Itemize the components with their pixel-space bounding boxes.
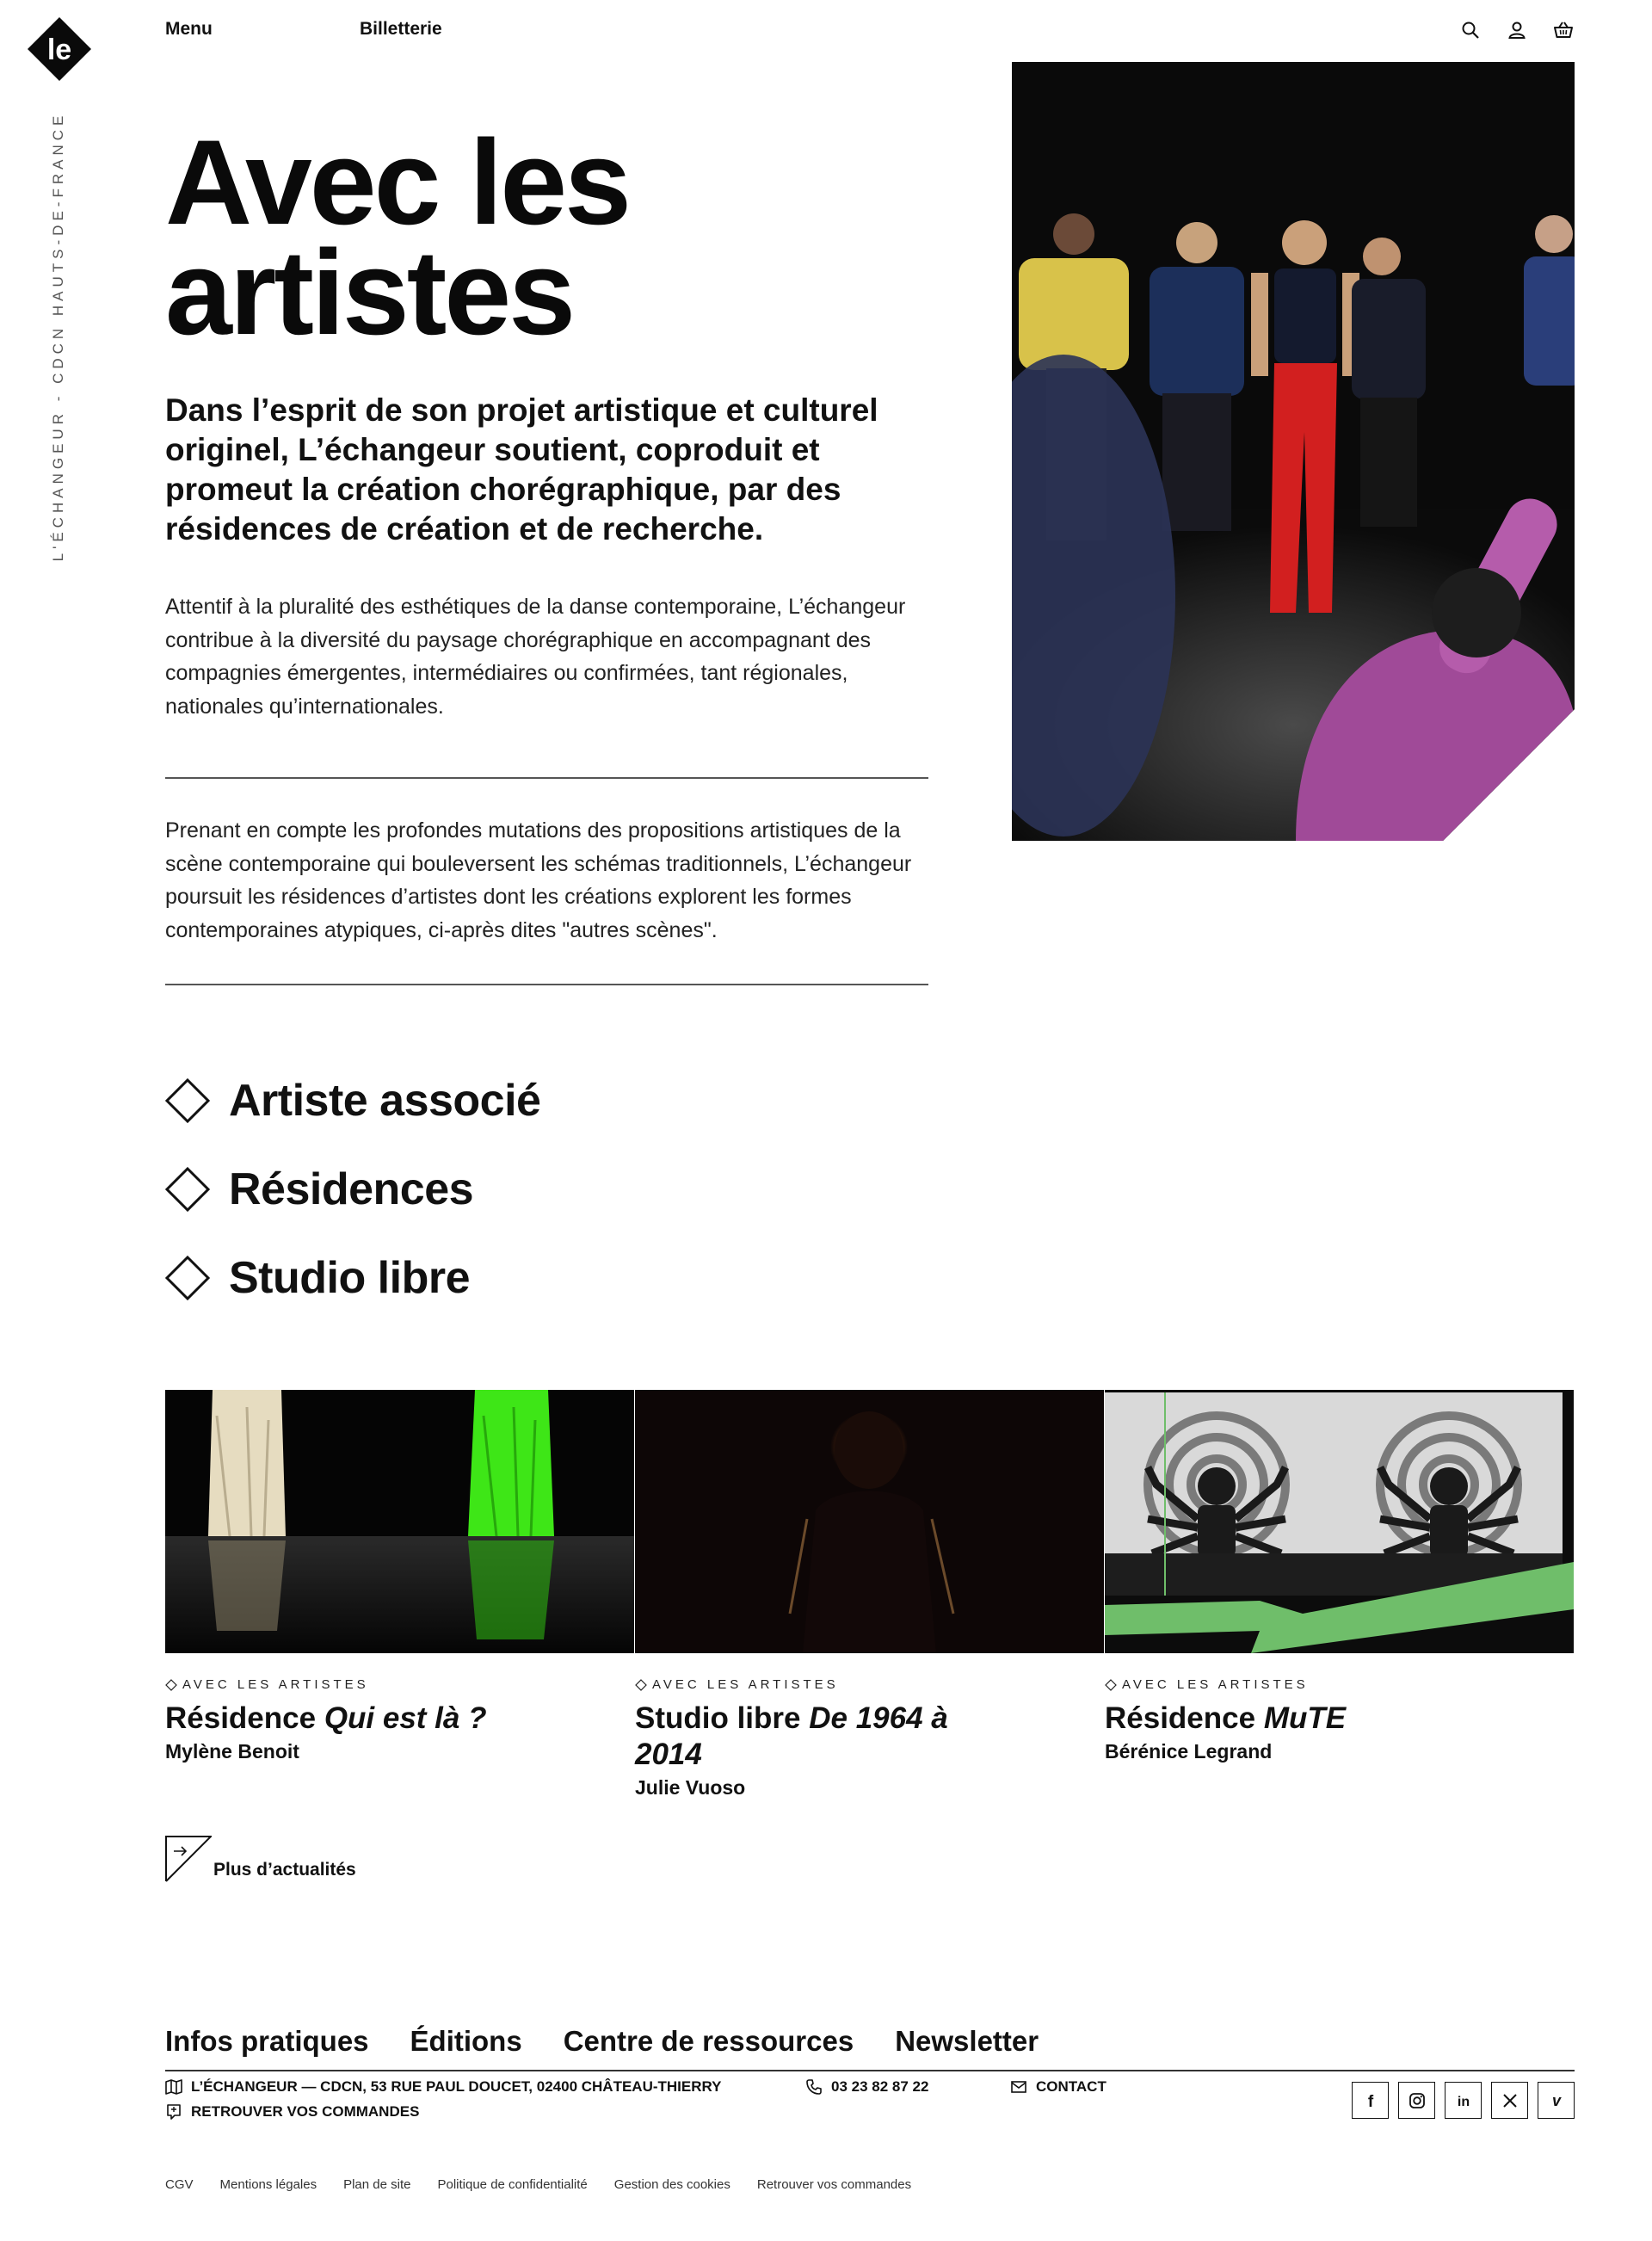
footer-orders-link[interactable]: RETROUVER VOS COMMANDES [165, 2103, 419, 2121]
card-artist: Bérénice Legrand [1105, 1740, 1273, 1763]
instagram-icon[interactable] [1398, 2082, 1435, 2119]
footer-link-centre-ressources[interactable]: Centre de ressources [563, 2025, 854, 2057]
intro-paragraph-1: Attentif à la pluralité des esthétiques de la danse contemporaine, L’échangeur contribue à la diversité du paysage chorégraphique en accompagnant des compagnies émergentes, intermédiaires ou confirmées, tant régionales, nationales qu’internationales. [165, 595, 906, 719]
svg-text:le: le [46, 34, 72, 66]
legal-link-plan[interactable]: Plan de site [343, 2177, 411, 2192]
mail-icon [1010, 2078, 1027, 2096]
divider [165, 777, 928, 779]
diamond-icon [1105, 1679, 1117, 1691]
social-links [1352, 2082, 1575, 2119]
card-category: AVEC LES ARTISTES [635, 1677, 1104, 1692]
legal-link-cgv[interactable]: CGV [165, 2177, 194, 2192]
page-title: Avec les artistes [165, 114, 630, 360]
footer-link-newsletter[interactable]: Newsletter [895, 2025, 1039, 2057]
phone-icon [805, 2078, 823, 2096]
footer-nav [165, 2025, 1039, 2058]
map-icon [165, 2078, 182, 2096]
legal-links [165, 2177, 911, 2192]
card-category: AVEC LES ARTISTES [1105, 1677, 1574, 1692]
card-thumbnail [1105, 1390, 1574, 1653]
logo[interactable] [28, 17, 91, 81]
section-link-studio-libre[interactable]: Studio libre [165, 1252, 470, 1304]
diamond-icon [165, 1679, 177, 1691]
footer-contact[interactable]: CONTACT [1010, 2078, 1106, 2096]
footer-address[interactable]: L’ÉCHANGEUR — CDCN, 53 RUE PAUL DOUCET, 02400 CHÂTEAU-THIERRY [165, 2078, 722, 2096]
lead-paragraph: Dans l’esprit de son projet artistique et culturel originel, L’échangeur soutient, coproduit et promeut la création chorégraphique, par des résidences de création et de recherche. [165, 392, 878, 546]
search-icon[interactable] [1458, 17, 1483, 43]
card-title[interactable]: Résidence MuTE [1105, 1701, 1347, 1735]
news-card[interactable] [165, 1390, 634, 1763]
legal-link-mentions[interactable]: Mentions légales [219, 2177, 317, 2192]
footer-link-editions[interactable]: Éditions [410, 2025, 522, 2057]
legal-link-orders[interactable]: Retrouver vos commandes [756, 2177, 912, 2192]
section-link-residences[interactable]: Résidences [165, 1164, 473, 1215]
menu-button[interactable]: Menu [165, 19, 213, 39]
ticketing-link[interactable]: Billetterie [360, 19, 442, 39]
intro-paragraph-2: Prenant en compte les profondes mutations des propositions artistiques de la scène contemporaine qui bouleversent les schémas traditionnels, L’échangeur poursuit les résidences d’artistes dont les créations explorent les formes contemporaines atypiques, ci-après dites "autres scènes". [165, 818, 912, 942]
more-news-link[interactable]: Plus d’actualités [165, 1836, 356, 1882]
footer-link-infos-pratiques[interactable]: Infos pratiques [165, 2025, 369, 2057]
linkedin-icon[interactable] [1445, 2082, 1482, 2119]
news-card[interactable] [1105, 1390, 1574, 1763]
divider [165, 984, 928, 985]
footer-phone[interactable]: 03 23 82 87 22 [805, 2078, 928, 2096]
card-artist: Mylène Benoit [165, 1740, 299, 1763]
facebook-icon[interactable] [1352, 2082, 1389, 2119]
card-category: AVEC LES ARTISTES [165, 1677, 634, 1692]
card-thumbnail [165, 1390, 634, 1653]
user-icon[interactable] [1504, 17, 1530, 43]
basket-icon[interactable] [1550, 17, 1576, 43]
divider [165, 2070, 1575, 2071]
diamond-icon [165, 1256, 210, 1300]
diamond-icon [635, 1679, 647, 1691]
card-thumbnail [635, 1390, 1104, 1653]
card-title[interactable]: Résidence Qui est là ? [165, 1701, 487, 1735]
card-title[interactable]: Studio libre De 1964 à 2014 [635, 1701, 948, 1771]
card-artist: Julie Vuoso [635, 1776, 746, 1799]
legal-link-privacy[interactable]: Politique de confidentialité [437, 2177, 588, 2192]
diamond-icon [165, 1167, 210, 1212]
arrow-right-icon [165, 1836, 212, 1882]
legal-link-cookies[interactable]: Gestion des cookies [613, 2177, 730, 2192]
svg-text:in: in [1457, 2094, 1470, 2109]
diamond-icon [165, 1078, 210, 1123]
x-icon[interactable] [1491, 2082, 1528, 2119]
receipt-icon [165, 2103, 182, 2121]
vertical-tagline: L'ÉCHANGEUR - CDCN HAUTS-DE-FRANCE [50, 111, 66, 561]
news-card[interactable] [635, 1390, 1104, 1800]
vimeo-icon[interactable] [1538, 2082, 1575, 2119]
section-link-artiste-associe[interactable]: Artiste associé [165, 1075, 540, 1127]
hero-image [1012, 62, 1575, 841]
svg-text:f: f [1367, 2092, 1373, 2110]
svg-text:v: v [1551, 2091, 1561, 2109]
header-actions [1458, 17, 1576, 43]
